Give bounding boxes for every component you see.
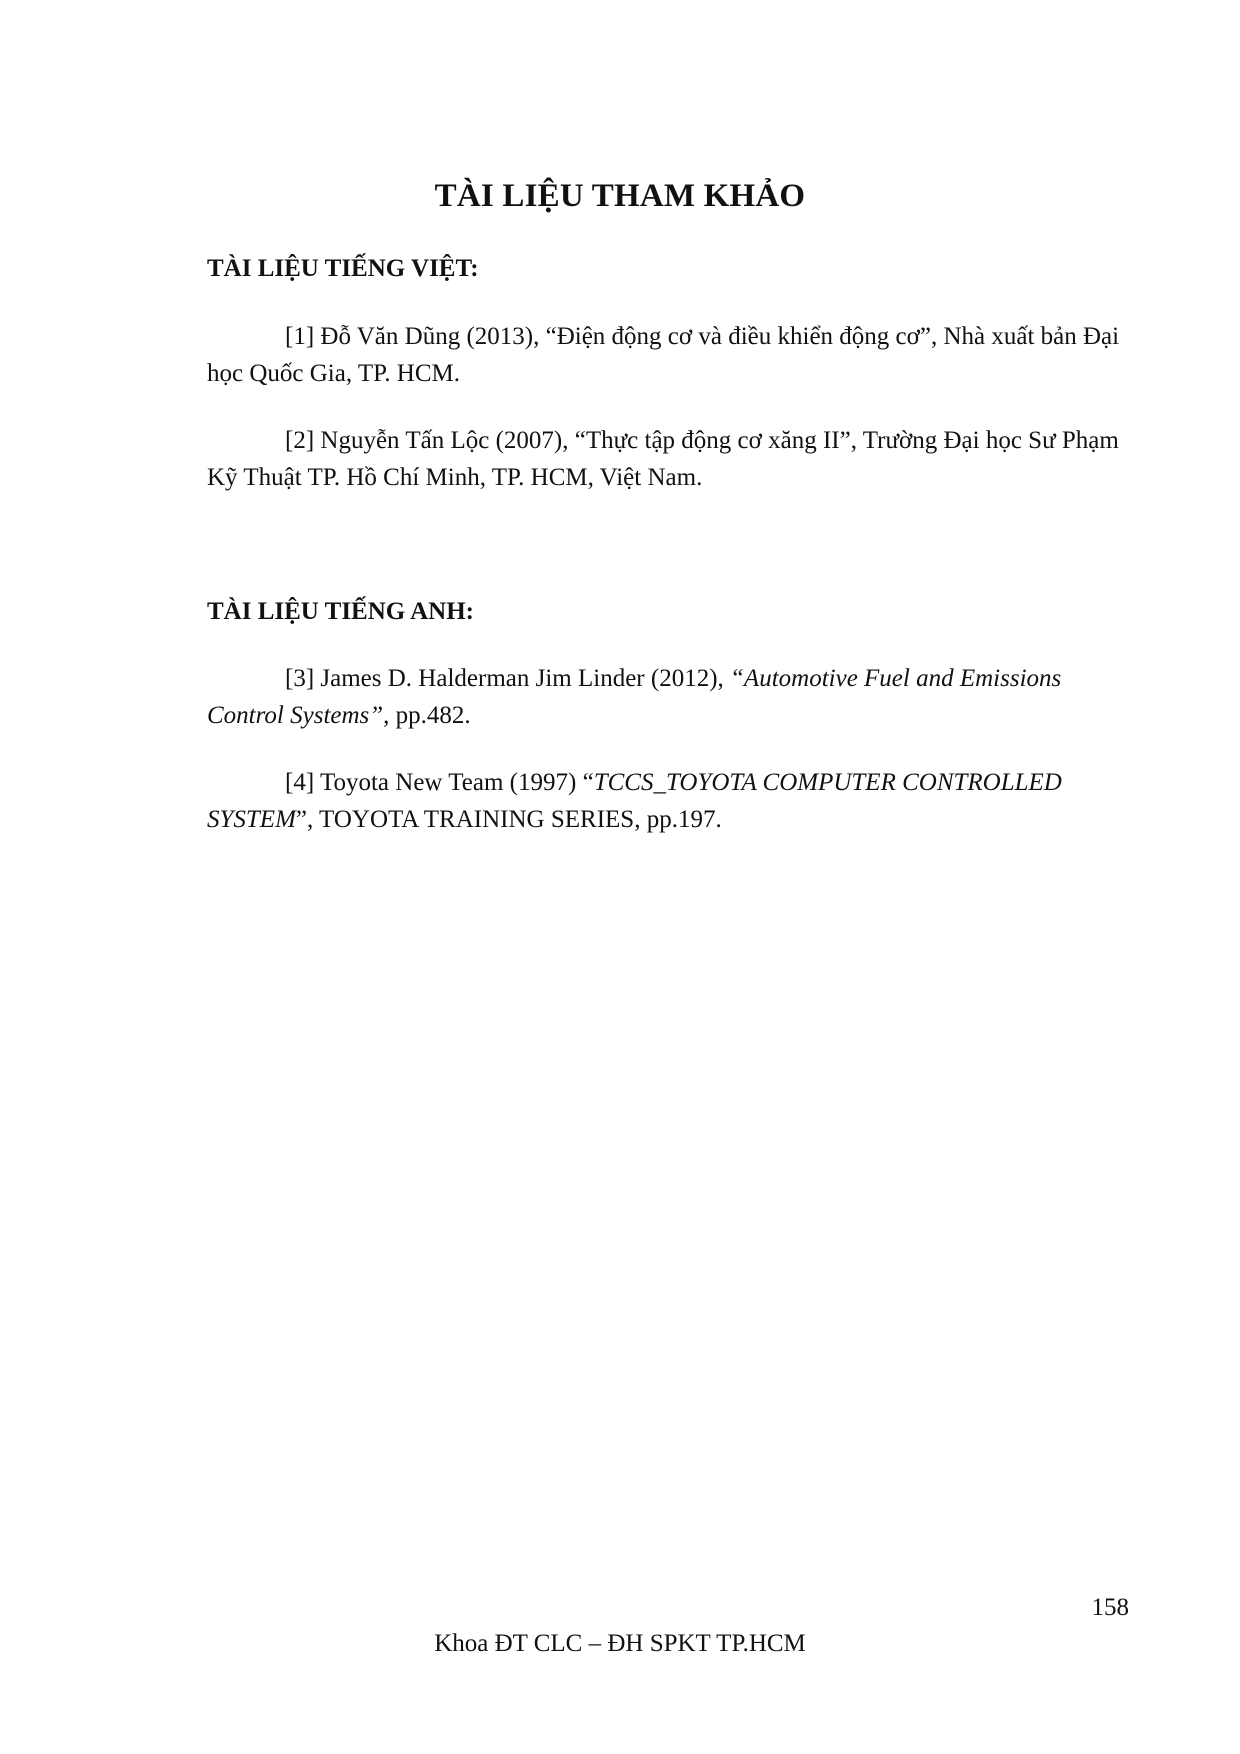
reference-title-italic: TCCS_TOYOTA COMPUTER CONTROLLED SYSTEM <box>207 769 1062 833</box>
reference-text: [1] Đỗ Văn Dũng (2013), “Điện động cơ và điều khiển động cơ”, Nhà xuất bản Đại học Quốc Gia, TP. HCM. <box>207 323 1120 387</box>
section-heading-english: TÀI LIỆU TIẾNG ANH: <box>207 598 474 625</box>
reference-text: [2] Nguyễn Tấn Lộc (2007), “Thực tập động cơ xăng II”, Trường Đại học Sư Phạm Kỹ Thuật TP. Hồ Chí Minh, TP. HCM, Việt Nam. <box>207 427 1119 491</box>
section-heading-vietnamese: TÀI LIỆU TIẾNG VIỆT: <box>207 255 479 282</box>
page-title: TÀI LIỆU THAM KHẢO <box>434 178 806 214</box>
reference-item <box>207 764 1132 838</box>
reference-item <box>207 422 1132 496</box>
reference-text: [4] Toyota New Team (1997) “ <box>285 769 594 796</box>
page-number: 158 <box>1091 1594 1129 1621</box>
reference-title-italic: “Automotive Fuel and Emissions Control Systems” <box>207 665 1062 729</box>
reference-item <box>207 318 1132 392</box>
reference-text-tail: , pp.482. <box>383 702 471 729</box>
reference-text-tail: ”, TOYOTA TRAINING SERIES, pp.197. <box>295 806 722 833</box>
reference-item <box>207 660 1132 734</box>
reference-text: [3] James D. Halderman Jim Linder (2012), <box>285 665 731 692</box>
page-footer: Khoa ĐT CLC – ĐH SPKT TP.HCM <box>434 1630 806 1657</box>
